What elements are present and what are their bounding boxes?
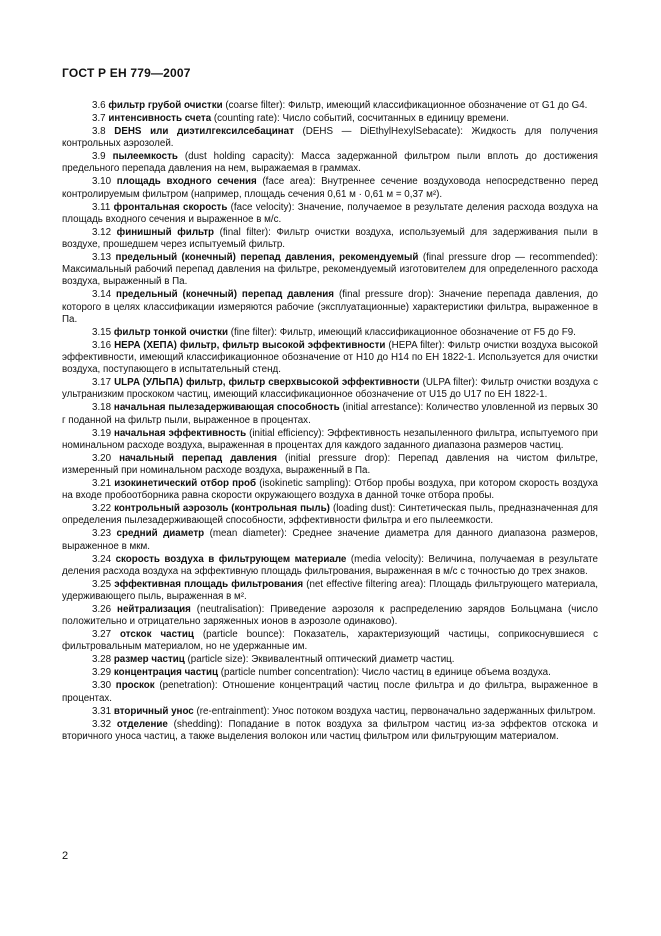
- page-number: 2: [62, 850, 69, 862]
- term-definition: (final pressure drop): Значение перепада давления, до которого в целях классификации измеряются рабочие (эксплуатационные) характеристики фильтра, выраженное в Па.: [62, 289, 598, 325]
- clause-number: 3.24: [92, 553, 112, 565]
- term-definition: (face area): Внутреннее сечение воздуховода непосредственно перед контролируемым фильтром (например, площадь сечения 0,61 м · 0,61 м = 0,37 м²).: [62, 176, 598, 200]
- clause-number: 3.19: [92, 427, 112, 439]
- document-header: ГОСТ Р ЕН 779—2007: [62, 66, 191, 80]
- term-definition: (shedding): Попадание в поток воздуха за фильтром частиц из-за эффектов отскока и вторичного уноса частиц, а также выделения волокон или частиц фильтром или фильтрующим материалом.: [62, 718, 598, 742]
- term-name: HEPA (ХЕПА) фильтр, фильтр высокой эффективности: [114, 339, 386, 351]
- definition-entry: [62, 252, 598, 289]
- term-name: фильтр грубой очистки: [108, 100, 223, 111]
- definition-entry: [62, 629, 598, 653]
- definition-entry: [62, 176, 598, 200]
- definition-entry: [62, 478, 598, 502]
- definition-entry: [62, 113, 598, 125]
- term-name: вторичный унос: [113, 705, 194, 717]
- term-name: предельный (конечный) перепад давления: [116, 289, 334, 301]
- clause-number: 3.8: [92, 126, 106, 137]
- definition-entry: [62, 377, 598, 401]
- clause-number: 3.18: [92, 402, 112, 414]
- term-name: размер частиц: [113, 654, 185, 666]
- term-name: отскок частиц: [120, 629, 194, 641]
- term-name: средний диаметр: [116, 528, 205, 540]
- term-definition: (coarse filter): Фильтр, имеющий классификационное обозначение от G1 до G4.: [222, 100, 588, 111]
- term-definition: (final pressure drop — recommended): Максимальный рабочий перепад давления на фильтре, рекомендуемый изготовителем для определенного расхода воздуха, выраженный в Па.: [62, 252, 598, 288]
- definition-entry: [62, 340, 598, 377]
- definition-entry: [62, 604, 598, 628]
- definition-entry: [62, 554, 598, 578]
- term-definition: (dust holding capacity): Масса задержанной фильтром пыли вплоть до достижения предельного перепада давления на нем, выражаемая в граммах.: [62, 151, 598, 175]
- term-name: интенсивность счета: [108, 113, 212, 124]
- term-name: нейтрализация: [117, 604, 191, 616]
- term-definition: (ULPA filter): Фильтр очистки воздуха с ультранизким проскоком частиц, имеющий классификационное обозначение от U15 до U17 по ЕН 1822-1.: [62, 377, 598, 401]
- clause-number: 3.20: [92, 452, 112, 464]
- definition-entry: [62, 100, 598, 112]
- term-definition: (mean diameter): Среднее значение диаметра для данного диапазона размеров, выраженное в мкм.: [62, 528, 598, 552]
- clause-number: 3.32: [92, 718, 112, 730]
- term-definition: (re-entrainment): Унос потоком воздуха частиц, первоначально задержанных фильтром.: [193, 705, 596, 717]
- term-definition: (initial efficiency): Эффективность незапыленного фильтра, испытуемого при номинальном расходе воздуха, выраженная в процентах для каждого заданного диапазона размеров частиц.: [62, 427, 598, 451]
- definition-entry: [62, 528, 598, 552]
- term-definition: (net effective filtering area): Площадь фильтрующего материала, удерживающего пыль, выраженная в м².: [62, 578, 598, 603]
- definition-entry: [62, 719, 598, 743]
- term-name: DEHS или диэтилгексилсебацинат: [114, 126, 294, 137]
- term-name: проскок: [115, 680, 155, 692]
- definition-entry: [62, 202, 598, 226]
- clause-number: 3.7: [92, 113, 106, 124]
- clause-number: 3.31: [92, 705, 112, 717]
- term-name: начальная пылезадерживающая способность: [113, 402, 340, 414]
- clause-number: 3.6: [92, 100, 106, 111]
- clause-number: 3.14: [92, 289, 112, 301]
- term-definition: (media velocity): Величина, получаемая в результате деления расхода воздуха на эффективную площадь фильтрования, выраженная в м/с с точностью до трех знаков.: [62, 553, 598, 577]
- clause-number: 3.23: [92, 528, 112, 540]
- definition-entry: [62, 227, 598, 251]
- clause-number: 3.9: [92, 151, 106, 163]
- definition-entry: [62, 654, 598, 666]
- term-definition: (counting rate): Число событий, сосчитанных в единицу времени.: [211, 113, 509, 124]
- definition-entry: [62, 667, 598, 679]
- term-name: ULPA (УЛЬПА) фильтр, фильтр сверхвысокой эффективности: [114, 377, 420, 389]
- term-name: предельный (конечный) перепад давления, рекомендуемый: [115, 252, 419, 264]
- clause-number: 3.26: [92, 604, 112, 616]
- term-definition: (particle size): Эквивалентный оптический диаметр частиц.: [184, 654, 455, 666]
- clause-number: 3.10: [92, 176, 112, 188]
- definition-entry: [62, 151, 598, 175]
- definition-entry: [62, 503, 598, 527]
- definition-entry: [62, 428, 598, 452]
- clause-number: 3.29: [92, 667, 112, 679]
- clause-number: 3.28: [92, 654, 112, 666]
- definition-entry: [62, 680, 598, 704]
- term-name: финишный фильтр: [116, 226, 214, 238]
- term-name: изокинетический отбор проб: [114, 478, 257, 490]
- definition-entry: [62, 453, 598, 477]
- clause-number: 3.30: [92, 680, 112, 692]
- term-definition: (final filter): Фильтр очистки воздуха, используемый для задерживания пыли в воздухе, прошедшем через испытуемый фильтр.: [62, 226, 598, 251]
- term-name: концентрация частиц: [113, 667, 219, 679]
- definitions-list: [62, 100, 598, 744]
- clause-number: 3.17: [92, 377, 112, 389]
- term-name: скорость воздуха в фильтрующем материале: [115, 553, 347, 565]
- clause-number: 3.22: [92, 503, 112, 515]
- clause-number: 3.12: [92, 226, 112, 238]
- definition-entry: [62, 706, 598, 718]
- term-definition: (penetration): Отношение концентраций частиц после фильтра и до фильтра, выраженное в процентах.: [62, 680, 598, 704]
- clause-number: 3.21: [92, 478, 112, 490]
- term-definition: (particle number concentration): Число частиц в единице объема воздуха.: [218, 667, 551, 679]
- definition-entry: [62, 126, 598, 150]
- term-definition: (particle bounce): Показатель, характеризующий частицы, соприкоснувшиеся с фильтровальным материалом, но не удержанные им.: [62, 629, 599, 653]
- term-definition: (DEHS — DiEthylHexylSebacate): Жидкость для получения контрольных аэрозолей.: [62, 126, 598, 150]
- clause-number: 3.15: [92, 326, 112, 338]
- clause-number: 3.13: [92, 252, 112, 264]
- definition-entry: [62, 327, 598, 339]
- term-name: пылеемкость: [112, 151, 178, 163]
- term-name: начальный перепад давления: [119, 452, 277, 464]
- clause-number: 3.11: [92, 201, 111, 213]
- term-name: фильтр тонкой очистки: [113, 326, 228, 338]
- term-definition: (neutralisation): Приведение аэрозоля к распределению зарядов Больцмана (число положительно и отрицательно заряженных ионов в аэрозоле одинаково).: [62, 604, 598, 628]
- term-name: отделение: [116, 718, 168, 730]
- term-definition: (initial arrestance): Количество уловленной из первых 30 г поданной на фильтр пыли, выраженное в процентах.: [62, 402, 599, 426]
- definition-entry: [62, 402, 598, 426]
- term-definition: (fine filter): Фильтр, имеющий классификационное обозначение от F5 до F9.: [228, 326, 576, 338]
- clause-number: 3.27: [92, 629, 112, 641]
- term-definition: (isokinetic sampling): Отбор пробы воздуха, при котором скорость воздуха на входе пробоотборника равна скорости окружающего воздуха в данной точке отбора пробы.: [62, 478, 598, 502]
- definition-entry: [62, 289, 598, 326]
- term-definition: (face velocity): Значение, получаемое в результате деления расхода воздуха на площадь входного сечения и выраженное в м/с.: [62, 201, 598, 225]
- term-name: контрольный аэрозоль (контрольная пыль): [114, 503, 330, 515]
- term-definition: (loading dust): Синтетическая пыль, предназначенная для определения пылезадерживающей способности, эффективности фильтра и его пылеемкости.: [62, 503, 598, 527]
- term-definition: (HEPA filter): Фильтр очистки воздуха высокой эффективности, имеющий классификационное обозначение от H10 до H14 по ЕН 1822-1. Используется для очистки воздуха, поступающего в испытательный стенд.: [62, 339, 598, 376]
- term-name: фронтальная скорость: [113, 201, 228, 213]
- definition-entry: [62, 579, 598, 603]
- term-name: начальная эффективность: [114, 427, 247, 439]
- term-name: эффективная площадь фильтрования: [114, 578, 304, 590]
- clause-number: 3.16: [92, 339, 112, 351]
- term-definition: (initial pressure drop): Перепад давления на чистом фильтре, измеренный при номинальном расходе воздуха, выраженный в Па.: [62, 452, 598, 477]
- clause-number: 3.25: [92, 578, 112, 590]
- term-name: площадь входного сечения: [116, 176, 257, 188]
